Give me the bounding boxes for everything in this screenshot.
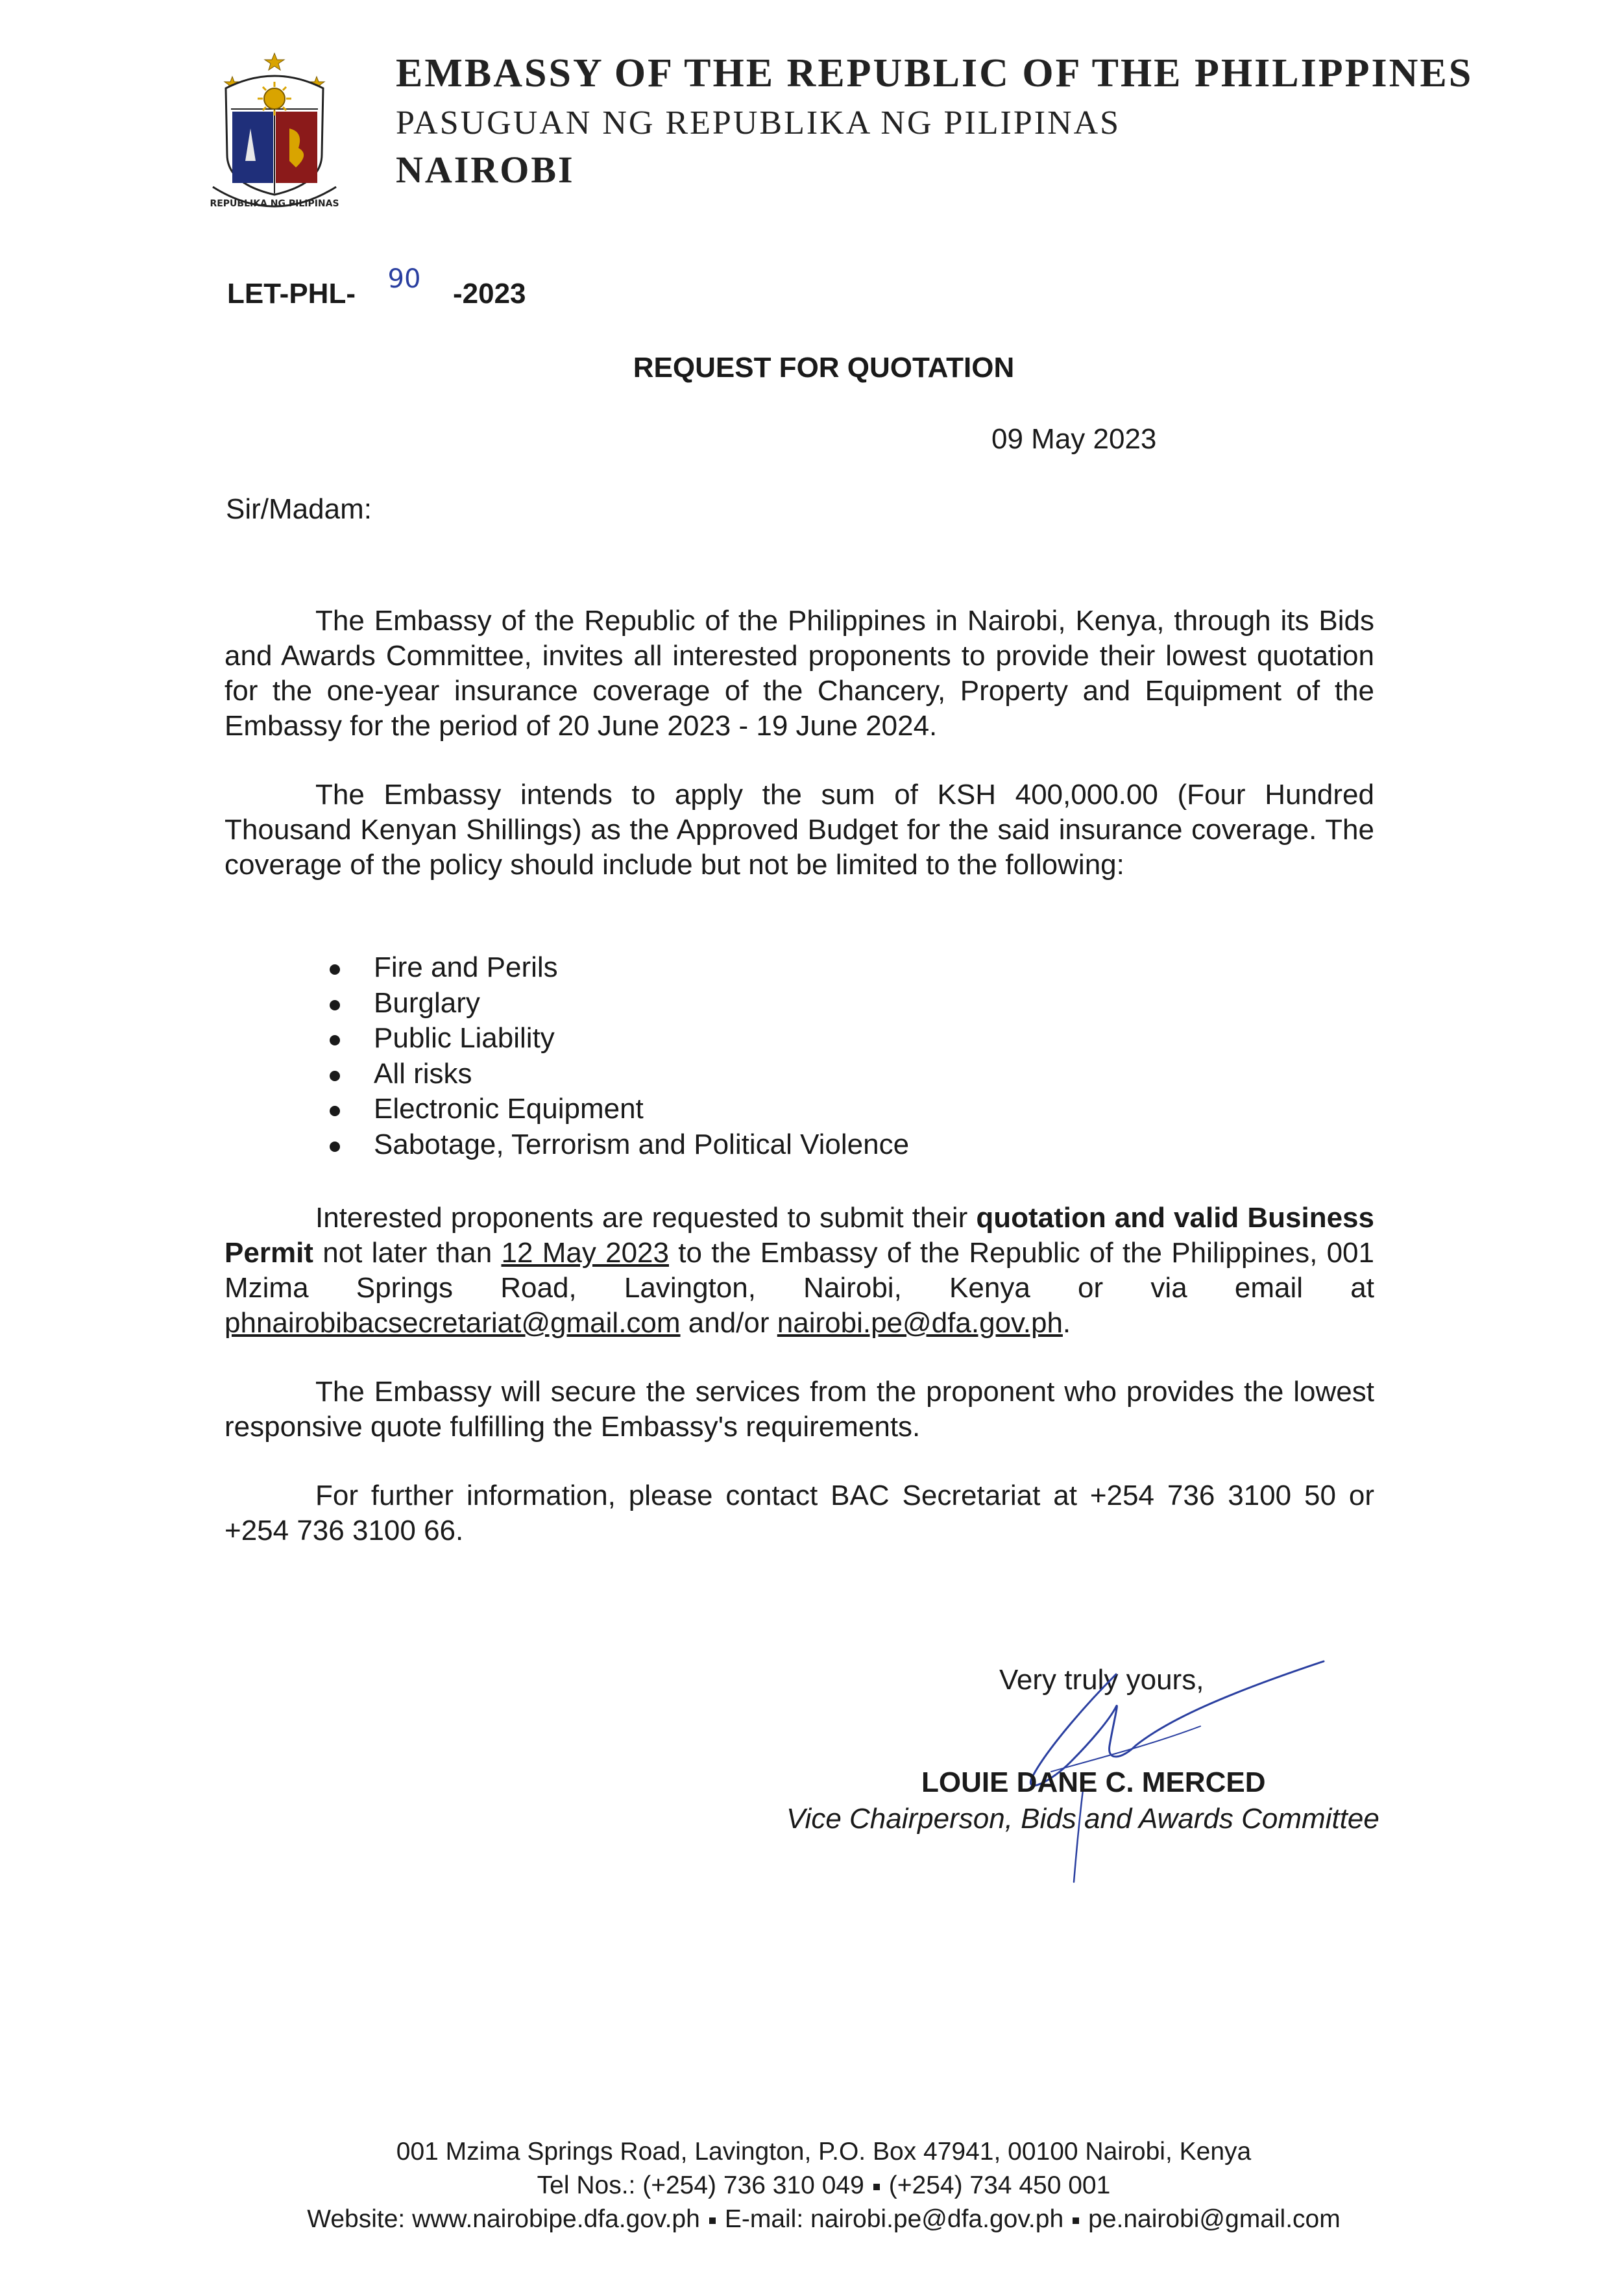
footer-tel-1: Tel Nos.: (+254) 736 310 049 (537, 2171, 864, 2199)
bac-secretariat-email-link[interactable]: phnairobibacsecretariat@gmail.com (225, 1307, 681, 1339)
separator-square-icon (873, 2184, 880, 2190)
separator-square-icon (709, 2217, 716, 2224)
award-paragraph: The Embassy will secure the services from the proponent who provides the lowest responsive quote fulfilling the Embassy's requirements. (225, 1376, 1374, 1443)
closing-phrase: Very truly yours, (999, 1664, 1204, 1696)
submission-text-4: and/or (680, 1307, 777, 1339)
footer-web-email (0, 2203, 1615, 2236)
letter-date: 09 May 2023 (991, 423, 1157, 455)
contact-paragraph: For further information, please contact BAC Secretariat at +254 736 3100 50 or +254 736 3100 66. (225, 1480, 1374, 1546)
footer-address: 001 Mzima Springs Road, Lavington, P.O. Box 47941, 00100 Nairobi, Kenya (396, 2138, 1252, 2166)
footer-website-link[interactable]: Website: www.nairobipe.dfa.gov.ph (307, 2205, 700, 2233)
seal-motto-text: REPUBLIKA NG PILIPINAS (210, 199, 339, 209)
list-item: Fire and Perils (324, 950, 909, 986)
signatory-title: Vice Chairperson, Bids and Awards Committee (786, 1803, 1379, 1835)
submission-text-2: not later than (313, 1237, 502, 1269)
letterhead-subtitle: PASUGUAN NG REPUBLIKA NG PILIPINAS (396, 104, 1121, 141)
reference-suffix: -2023 (452, 278, 526, 310)
signatory-name: LOUIE DANE C. MERCED (921, 1766, 1266, 1798)
list-item: All risks (324, 1056, 909, 1092)
intro-paragraph: The Embassy of the Republic of the Philippines in Nairobi, Kenya, through its Bids and Awards Committee, invites all interested proponents to provide their lowest quotation for the one-year insurance coverage of the Chancery, Property and Equipment of the Embassy for the period of 20 June 2023 - 19 June 2024. (225, 605, 1374, 742)
footer-tel-2: (+254) 734 450 001 (888, 2171, 1111, 2199)
submission-text-5: . (1062, 1307, 1071, 1339)
letterhead-city: NAIROBI (396, 149, 575, 191)
letter-reference-number (227, 264, 526, 310)
list-item: Public Liability (324, 1021, 909, 1056)
reference-handwritten-number: 90 (387, 264, 421, 294)
submission-text-3: to the Embassy of the Republic of the Philippines, 001 Mzima Springs Road, Lavington, Nairobi, Kenya or via email at (225, 1237, 1374, 1304)
submission-requirements: quotation and valid Business Permit (225, 1202, 1374, 1269)
submission-text-1: Interested proponents are requested to submit their (315, 1202, 977, 1234)
salutation: Sir/Madam: (226, 493, 372, 525)
footer-email-link[interactable]: E-mail: nairobi.pe@dfa.gov.ph (724, 2205, 1064, 2233)
letterhead-title: EMBASSY OF THE REPUBLIC OF THE PHILIPPINES (396, 51, 1474, 95)
list-item: Sabotage, Terrorism and Political Violence (324, 1127, 909, 1163)
footer-telephone (0, 2169, 1615, 2203)
coverage-list (324, 950, 909, 1162)
embassy-seal-logo (206, 51, 343, 213)
submission-deadline: 12 May 2023 (501, 1237, 669, 1269)
list-item: Electronic Equipment (324, 1092, 909, 1127)
document-title: REQUEST FOR QUOTATION (633, 352, 1015, 384)
budget-paragraph: The Embassy intends to apply the sum of KSH 400,000.00 (Four Hundred Thousand Kenyan Shillings) as the Approved Budget for the said insurance coverage. The coverage of the policy should include but not be limited to the following: (225, 779, 1374, 881)
embassy-email-link[interactable]: nairobi.pe@dfa.gov.ph (777, 1307, 1063, 1339)
footer-email-2-link[interactable]: pe.nairobi@gmail.com (1088, 2205, 1341, 2233)
list-item: Burglary (324, 986, 909, 1021)
separator-square-icon (1073, 2217, 1079, 2224)
submission-paragraph (225, 1201, 1374, 1341)
reference-prefix: LET-PHL- (227, 278, 356, 310)
